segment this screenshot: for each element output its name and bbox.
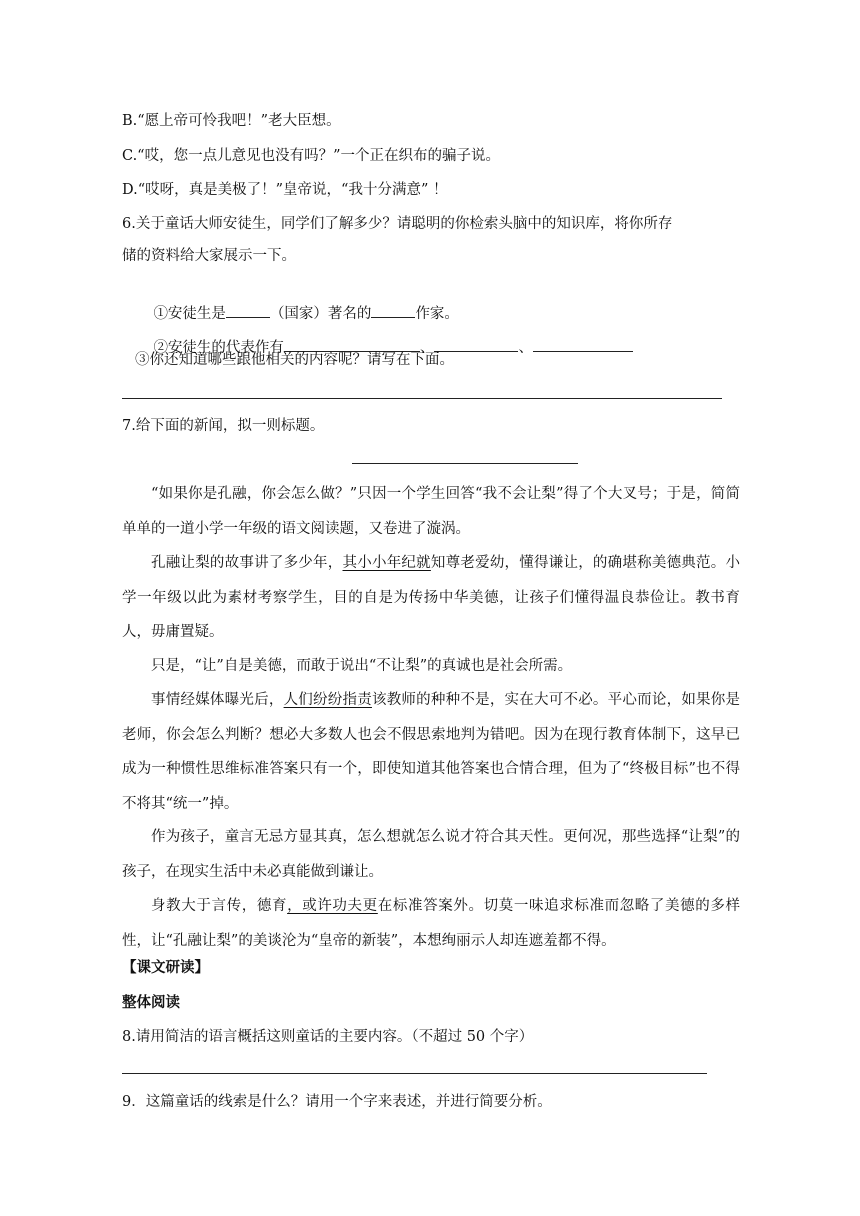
headline-answer-line[interactable] (352, 463, 578, 464)
option-c: C.“哎，您一点儿意见也没有吗？”一个正在织布的骗子说。 (122, 148, 501, 164)
option-d: D.“哎呀，真是美极了！”皇帝说，“我十分满意” ！ (122, 182, 448, 198)
news-paragraph-2: 孔融让梨的故事讲了多少年，其小小年纪就知尊老爱幼，懂得谦让，的确堪称美德典范。小学一年级以此为素材考察学生，目的自是为传扬中华美德，让孩子们懂得温良恭俭让。教书育人，毋庸置疑。 (122, 555, 741, 640)
option-b: B.“愿上帝可怜我吧！”老大臣想。 (122, 113, 341, 129)
q6-answer-line[interactable] (122, 398, 722, 399)
news-paragraph-4: 事情经媒体曝光后，人们纷纷指责该教师的种种不是，实在大可不必。平心而论，如果你是老师，你会怎么判断？想必大多数人也会不假思索地判为错吧。因为在现行教育体制下，这早已成为一种惯性思维标准答案只有一个，即使知道其他答案也合情合理，但为了“终极目标”也不得不将其“统一”掉。 (122, 692, 741, 812)
work-blank-3[interactable] (533, 336, 633, 352)
section-title: 【课文研读】 (122, 960, 209, 976)
news-paragraph-3: 只是，“让”自是美德，而敢于说出“不让梨”的真诚也是社会所需。 (151, 658, 573, 674)
underlined-phrase: 人们纷纷指责 (283, 692, 372, 708)
q6-sub3: ③你还知道哪些跟他相关的内容呢？请写在下面。 (135, 352, 454, 368)
q6-sub1-label: ①安徒生是 (153, 306, 226, 322)
q9-prompt: 9．这篇童话的线索是什么？请用一个字来表述，并进行简要分析。 (122, 1094, 552, 1110)
section-subtitle: 整体阅读 (122, 995, 180, 1011)
q7-prompt: 7.给下面的新闻，拟一则标题。 (122, 418, 325, 434)
q6-prompt-line1: 6.关于童话大师安徒生，同学们了解多少？请聪明的你检索头脑中的知识库，将你所存 (122, 216, 673, 232)
q8-answer-line[interactable] (122, 1073, 707, 1074)
news-paragraph-6: 身教大于言传，德育，或许功夫更在标准答案外。切莫一味追求标准而忽略了美德的多样性，让“孔融让梨”的美谈沦为“皇帝的新装”，本想绚丽示人却连遮羞都不得。 (122, 898, 741, 949)
news-paragraph-5: 作为孩子，童言无忌方显其真，怎么想就怎么说才符合其天性。更何况，那些选择“让梨”的孩子，在现实生活中未必真能做到谦让。 (122, 829, 740, 880)
separator: 、 (518, 340, 533, 356)
q6-sub1-middle: （国家）著名的 (269, 306, 372, 322)
q6-sub2-label: ②安徒生的代表作有 (153, 340, 284, 356)
q6-prompt-line2: 储的资料给大家展示一下。 (122, 248, 296, 264)
q8-prompt: 8.请用简洁的语言概括这则童话的主要内容。（不超过 50 个字） (122, 1029, 534, 1045)
news-paragraph-1: “如果你是孔融，你会怎么做？”只因一个学生回答“我不会让梨”得了个大叉号；于是，简简单单的一道小学一年级的语文阅读题，又卷进了漩涡。 (122, 486, 740, 537)
underlined-phrase: 其小小年纪就 (342, 555, 431, 571)
q6-sub1-end: 作家。 (415, 306, 459, 322)
underlined-phrase: ，或许功夫更 (287, 898, 378, 914)
separator: 、 (419, 340, 435, 356)
